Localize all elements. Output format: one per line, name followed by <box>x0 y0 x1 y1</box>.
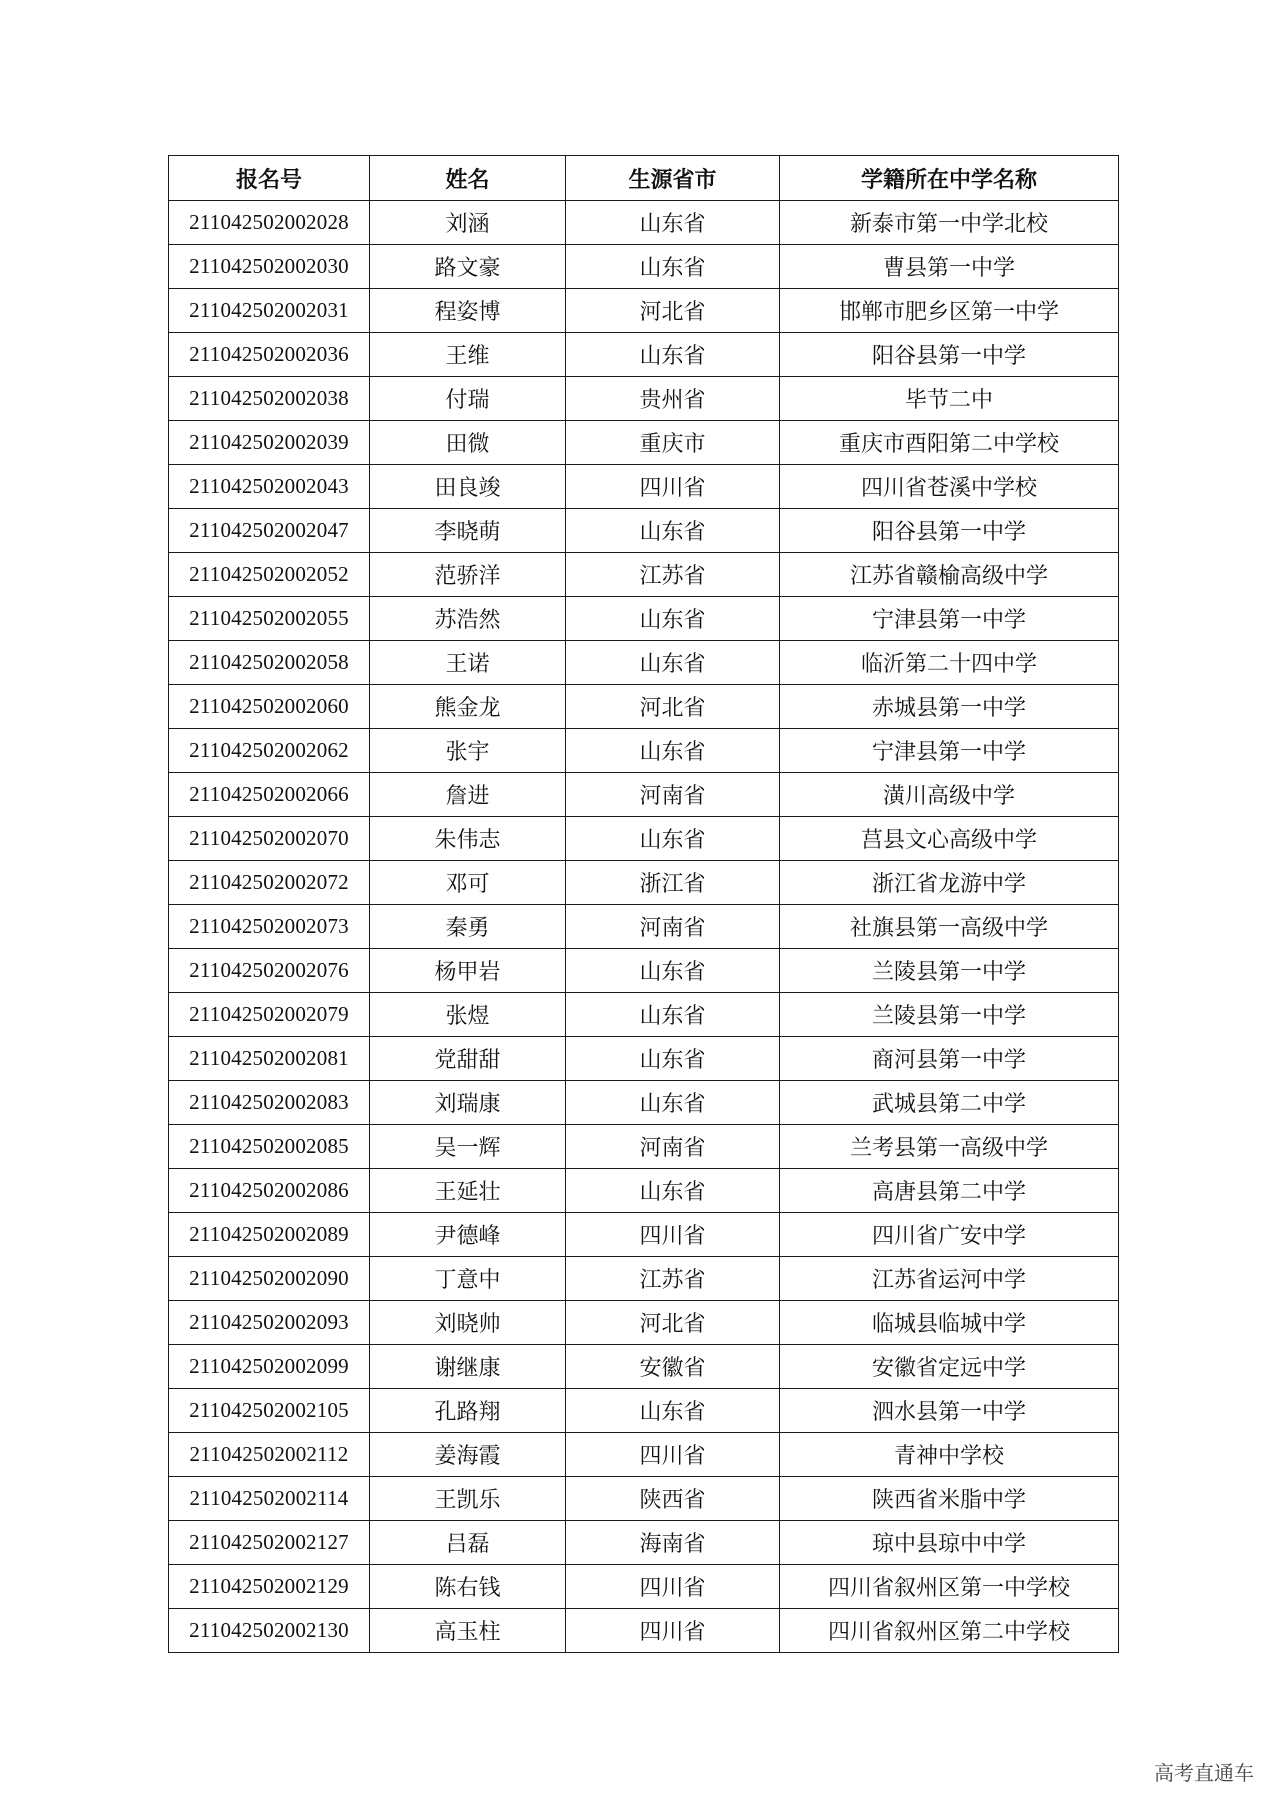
table-row <box>169 1477 1119 1521</box>
table-row <box>169 465 1119 509</box>
student-name-cell: 陈右钱 <box>370 1565 566 1609</box>
registration-number-cell: 211042502002105 <box>169 1389 370 1433</box>
registration-number-cell: 211042502002076 <box>169 949 370 993</box>
student-name-cell: 詹进 <box>370 773 566 817</box>
student-name-cell: 谢继康 <box>370 1345 566 1389</box>
registration-number-cell: 211042502002070 <box>169 817 370 861</box>
origin-province-cell: 山东省 <box>566 333 780 377</box>
school-name-cell: 临沂第二十四中学 <box>780 641 1119 685</box>
school-name-cell: 江苏省赣榆高级中学 <box>780 553 1119 597</box>
registration-number-cell: 211042502002114 <box>169 1477 370 1521</box>
registration-number-cell: 211042502002093 <box>169 1301 370 1345</box>
table-row <box>169 1389 1119 1433</box>
student-name-cell: 付瑞 <box>370 377 566 421</box>
origin-province-cell: 山东省 <box>566 509 780 553</box>
table-row <box>169 1565 1119 1609</box>
table-row <box>169 553 1119 597</box>
origin-province-cell: 安徽省 <box>566 1345 780 1389</box>
registration-number-cell: 211042502002072 <box>169 861 370 905</box>
school-name-cell: 曹县第一中学 <box>780 245 1119 289</box>
origin-province-cell: 山东省 <box>566 1389 780 1433</box>
origin-province-cell: 重庆市 <box>566 421 780 465</box>
registration-number-cell: 211042502002038 <box>169 377 370 421</box>
school-name-cell: 社旗县第一高级中学 <box>780 905 1119 949</box>
origin-province-cell: 江苏省 <box>566 1257 780 1301</box>
registration-number-cell: 211042502002062 <box>169 729 370 773</box>
school-name-cell: 兰陵县第一中学 <box>780 993 1119 1037</box>
table-row <box>169 245 1119 289</box>
student-name-cell: 杨甲岩 <box>370 949 566 993</box>
origin-province-cell: 四川省 <box>566 1213 780 1257</box>
table-row <box>169 333 1119 377</box>
origin-province-cell: 河北省 <box>566 685 780 729</box>
origin-province-cell: 河南省 <box>566 905 780 949</box>
table-row <box>169 201 1119 245</box>
table-row <box>169 817 1119 861</box>
origin-province-cell: 海南省 <box>566 1521 780 1565</box>
watermark-text: 高考直通车 <box>1154 1761 1254 1785</box>
origin-province-cell: 山东省 <box>566 597 780 641</box>
registration-number-cell: 211042502002031 <box>169 289 370 333</box>
table-row <box>169 641 1119 685</box>
origin-province-cell: 河南省 <box>566 1125 780 1169</box>
school-name-cell: 琼中县琼中中学 <box>780 1521 1119 1565</box>
registration-number-cell: 211042502002028 <box>169 201 370 245</box>
student-name-cell: 刘涵 <box>370 201 566 245</box>
table-row <box>169 1301 1119 1345</box>
student-name-cell: 张煜 <box>370 993 566 1037</box>
table-header-row <box>169 156 1119 201</box>
school-name-cell: 安徽省定远中学 <box>780 1345 1119 1389</box>
header-origin-province: 生源省市 <box>566 156 780 201</box>
student-name-cell: 刘晓帅 <box>370 1301 566 1345</box>
registration-number-cell: 211042502002085 <box>169 1125 370 1169</box>
school-name-cell: 重庆市酉阳第二中学校 <box>780 421 1119 465</box>
admission-list-table <box>168 155 1119 1653</box>
school-name-cell: 莒县文心高级中学 <box>780 817 1119 861</box>
origin-province-cell: 山东省 <box>566 1037 780 1081</box>
registration-number-cell: 211042502002081 <box>169 1037 370 1081</box>
student-name-cell: 尹德峰 <box>370 1213 566 1257</box>
school-name-cell: 高唐县第二中学 <box>780 1169 1119 1213</box>
table-row <box>169 949 1119 993</box>
school-name-cell: 江苏省运河中学 <box>780 1257 1119 1301</box>
student-name-cell: 李晓萌 <box>370 509 566 553</box>
header-name: 姓名 <box>370 156 566 201</box>
student-name-cell: 孔路翔 <box>370 1389 566 1433</box>
table-row <box>169 1521 1119 1565</box>
school-name-cell: 兰陵县第一中学 <box>780 949 1119 993</box>
registration-number-cell: 211042502002066 <box>169 773 370 817</box>
student-name-cell: 吕磊 <box>370 1521 566 1565</box>
registration-number-cell: 211042502002099 <box>169 1345 370 1389</box>
registration-number-cell: 211042502002079 <box>169 993 370 1037</box>
registration-number-cell: 211042502002030 <box>169 245 370 289</box>
school-name-cell: 商河县第一中学 <box>780 1037 1119 1081</box>
table-row <box>169 421 1119 465</box>
registration-number-cell: 211042502002039 <box>169 421 370 465</box>
table-row <box>169 509 1119 553</box>
origin-province-cell: 山东省 <box>566 201 780 245</box>
origin-province-cell: 四川省 <box>566 465 780 509</box>
table-row <box>169 1037 1119 1081</box>
origin-province-cell: 山东省 <box>566 245 780 289</box>
origin-province-cell: 河北省 <box>566 1301 780 1345</box>
origin-province-cell: 江苏省 <box>566 553 780 597</box>
table-row <box>169 377 1119 421</box>
origin-province-cell: 河南省 <box>566 773 780 817</box>
registration-number-cell: 211042502002130 <box>169 1609 370 1653</box>
student-name-cell: 王诺 <box>370 641 566 685</box>
origin-province-cell: 山东省 <box>566 817 780 861</box>
table-row <box>169 1169 1119 1213</box>
student-name-cell: 刘瑞康 <box>370 1081 566 1125</box>
student-name-cell: 丁意中 <box>370 1257 566 1301</box>
school-name-cell: 四川省叙州区第二中学校 <box>780 1609 1119 1653</box>
student-name-cell: 苏浩然 <box>370 597 566 641</box>
school-name-cell: 四川省广安中学 <box>780 1213 1119 1257</box>
table-row <box>169 729 1119 773</box>
origin-province-cell: 山东省 <box>566 641 780 685</box>
school-name-cell: 邯郸市肥乡区第一中学 <box>780 289 1119 333</box>
table-row <box>169 685 1119 729</box>
school-name-cell: 四川省苍溪中学校 <box>780 465 1119 509</box>
school-name-cell: 宁津县第一中学 <box>780 597 1119 641</box>
registration-number-cell: 211042502002129 <box>169 1565 370 1609</box>
table-row <box>169 1345 1119 1389</box>
student-name-cell: 路文豪 <box>370 245 566 289</box>
registration-number-cell: 211042502002112 <box>169 1433 370 1477</box>
table-row <box>169 861 1119 905</box>
registration-number-cell: 211042502002090 <box>169 1257 370 1301</box>
student-name-cell: 王凯乐 <box>370 1477 566 1521</box>
school-name-cell: 陕西省米脂中学 <box>780 1477 1119 1521</box>
student-name-cell: 程姿博 <box>370 289 566 333</box>
table-row <box>169 1433 1119 1477</box>
student-name-cell: 田微 <box>370 421 566 465</box>
table-row <box>169 773 1119 817</box>
table-row <box>169 1125 1119 1169</box>
origin-province-cell: 浙江省 <box>566 861 780 905</box>
student-name-cell: 熊金龙 <box>370 685 566 729</box>
school-name-cell: 泗水县第一中学 <box>780 1389 1119 1433</box>
origin-province-cell: 贵州省 <box>566 377 780 421</box>
registration-number-cell: 211042502002086 <box>169 1169 370 1213</box>
registration-number-cell: 211042502002089 <box>169 1213 370 1257</box>
registration-number-cell: 211042502002060 <box>169 685 370 729</box>
student-name-cell: 姜海霞 <box>370 1433 566 1477</box>
student-name-cell: 高玉柱 <box>370 1609 566 1653</box>
registration-number-cell: 211042502002083 <box>169 1081 370 1125</box>
student-name-cell: 党甜甜 <box>370 1037 566 1081</box>
origin-province-cell: 河北省 <box>566 289 780 333</box>
origin-province-cell: 四川省 <box>566 1565 780 1609</box>
table-row <box>169 1081 1119 1125</box>
school-name-cell: 四川省叙州区第一中学校 <box>780 1565 1119 1609</box>
table-row <box>169 597 1119 641</box>
table-row <box>169 1257 1119 1301</box>
student-name-cell: 田良竣 <box>370 465 566 509</box>
student-name-cell: 范骄洋 <box>370 553 566 597</box>
school-name-cell: 兰考县第一高级中学 <box>780 1125 1119 1169</box>
header-school-name: 学籍所在中学名称 <box>780 156 1119 201</box>
student-name-cell: 朱伟志 <box>370 817 566 861</box>
student-name-cell: 王维 <box>370 333 566 377</box>
registration-number-cell: 211042502002043 <box>169 465 370 509</box>
registration-number-cell: 211042502002052 <box>169 553 370 597</box>
school-name-cell: 新泰市第一中学北校 <box>780 201 1119 245</box>
header-registration-number: 报名号 <box>169 156 370 201</box>
origin-province-cell: 四川省 <box>566 1609 780 1653</box>
school-name-cell: 阳谷县第一中学 <box>780 509 1119 553</box>
registration-number-cell: 211042502002036 <box>169 333 370 377</box>
table-row <box>169 1609 1119 1653</box>
table-row <box>169 993 1119 1037</box>
origin-province-cell: 山东省 <box>566 949 780 993</box>
registration-number-cell: 211042502002127 <box>169 1521 370 1565</box>
school-name-cell: 青神中学校 <box>780 1433 1119 1477</box>
student-name-cell: 王延壮 <box>370 1169 566 1213</box>
registration-number-cell: 211042502002073 <box>169 905 370 949</box>
registration-number-cell: 211042502002055 <box>169 597 370 641</box>
registration-number-cell: 211042502002058 <box>169 641 370 685</box>
table-row <box>169 1213 1119 1257</box>
school-name-cell: 武城县第二中学 <box>780 1081 1119 1125</box>
origin-province-cell: 山东省 <box>566 1169 780 1213</box>
table-row <box>169 905 1119 949</box>
school-name-cell: 阳谷县第一中学 <box>780 333 1119 377</box>
student-name-cell: 吴一辉 <box>370 1125 566 1169</box>
school-name-cell: 临城县临城中学 <box>780 1301 1119 1345</box>
school-name-cell: 潢川高级中学 <box>780 773 1119 817</box>
school-name-cell: 赤城县第一中学 <box>780 685 1119 729</box>
registration-number-cell: 211042502002047 <box>169 509 370 553</box>
student-name-cell: 张宇 <box>370 729 566 773</box>
student-name-cell: 秦勇 <box>370 905 566 949</box>
origin-province-cell: 陕西省 <box>566 1477 780 1521</box>
origin-province-cell: 山东省 <box>566 993 780 1037</box>
table-row <box>169 289 1119 333</box>
origin-province-cell: 山东省 <box>566 729 780 773</box>
school-name-cell: 毕节二中 <box>780 377 1119 421</box>
school-name-cell: 浙江省龙游中学 <box>780 861 1119 905</box>
student-name-cell: 邓可 <box>370 861 566 905</box>
table-body <box>169 201 1119 1653</box>
origin-province-cell: 山东省 <box>566 1081 780 1125</box>
origin-province-cell: 四川省 <box>566 1433 780 1477</box>
school-name-cell: 宁津县第一中学 <box>780 729 1119 773</box>
